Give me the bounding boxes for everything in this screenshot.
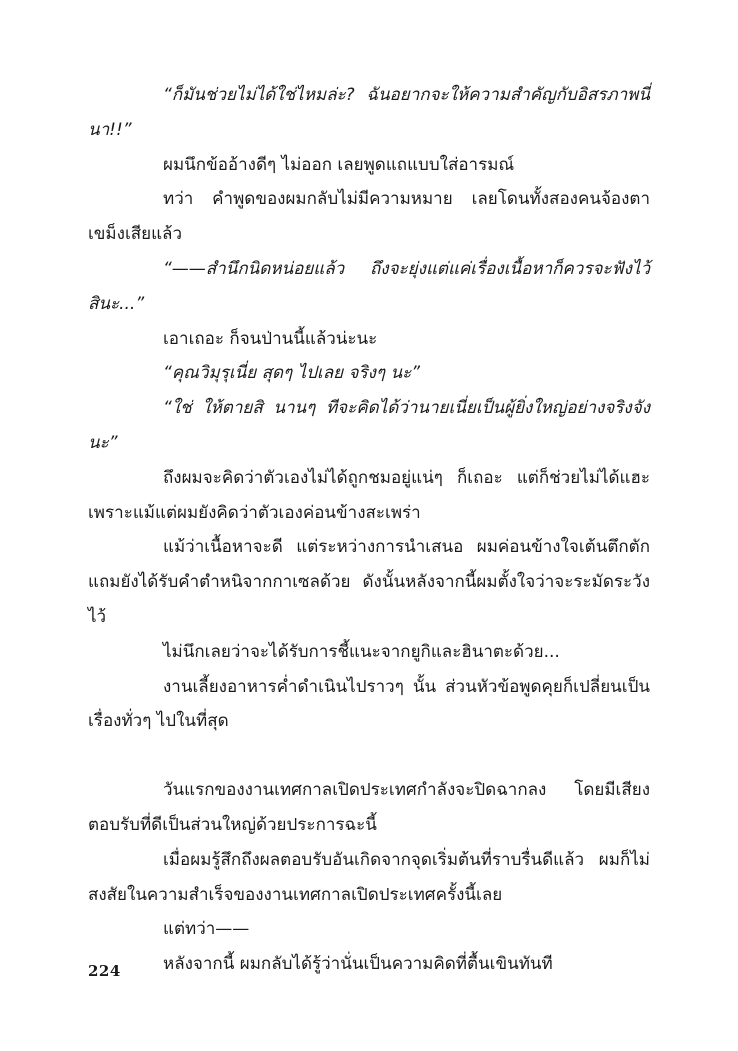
paragraph-dialogue: “ก็มันช่วยไม่ได้ใช่ไหมล่ะ? ฉันอยากจะให้ความสำคัญกับอิสรภาพนี่นา!!” (88, 85, 650, 140)
paragraph: เอาเถอะ ก็จนป่านนี้แล้วน่ะนะ (163, 328, 378, 349)
scene-break (88, 739, 650, 773)
paragraph: แต่ทว่า—— (163, 919, 250, 940)
paragraph: ผมนึกข้ออ้างดีๆ ไม่ออก เลยพูดแถแบบใส่อารมณ์ (163, 154, 515, 175)
paragraph: หลังจากนี้ ผมกลับได้รู้ว่านั่นเป็นความคิดที่ตื้นเขินทันที (163, 954, 553, 975)
paragraph: แม้ว่าเนื้อหาจะดี แต่ระหว่างการนำเสนอ ผมค่อนข้างใจเต้นตึกตัก แถมยังได้รับคำตำหนิจากกาเซลด้วย ดังนั้นหลังจากนี้ผมตั้งใจว่าจะระมัดระวังไว้ (88, 537, 650, 627)
paragraph: เมื่อผมรู้สึกถึงผลตอบรับอันเกิดจากจุดเริ่มต้นที่ราบรื่นดีแล้ว ผมก็ไม่สงสัยในความสำเร็จของงานเทศกาลเปิดประเทศครั้งนี้เลย (88, 849, 650, 905)
paragraph: ถึงผมจะคิดว่าตัวเองไม่ได้ถูกชมอยู่แน่ๆ ก็เถอะ แต่ก็ช่วยไม่ได้แฮะ เพราะแม้แต่ผมยังคิดว่าตัวเองค่อนข้างสะเพร่า (88, 467, 650, 523)
paragraph: ทว่า คำพูดของผมกลับไม่มีความหมาย เลยโดนทั้งสองคนจ้องตาเขม็งเสียแล้ว (88, 189, 650, 245)
paragraph-dialogue: “ใช่ ให้ตายสิ นานๆ ทีจะคิดได้ว่านายเนี่ยเป็นผู้ยิ่งใหญ่อย่างจริงจังนะ” (88, 398, 650, 453)
paragraph-dialogue: “——สำนึกนิดหน่อยแล้ว ถึงจะยุ่งแต่แค่เรื่องเนื้อหาก็ควรจะฟังไว้สินะ...” (88, 258, 650, 314)
paragraph: วันแรกของงานเทศกาลเปิดประเทศกำลังจะปิดฉากลง โดยมีเสียงตอบรับที่ดีเป็นส่วนใหญ่ด้วยประการฉะนี้ (88, 780, 650, 835)
paragraph: งานเลี้ยงอาหารค่ำดำเนินไปราวๆ นั้น ส่วนหัวข้อพูดคุยก็เปลี่ยนเป็นเรื่องทั่วๆ ไปในที่สุด (88, 676, 650, 732)
paragraph-dialogue: “คุณวิมุรุเนี่ย สุดๆ ไปเลย จริงๆ นะ” (163, 363, 421, 384)
page-number: 224 (88, 962, 121, 980)
paragraph: ไม่นึกเลยว่าจะได้รับการชี้แนะจากยูกิและฮินาตะด้วย... (163, 641, 560, 662)
body-text (88, 78, 650, 982)
